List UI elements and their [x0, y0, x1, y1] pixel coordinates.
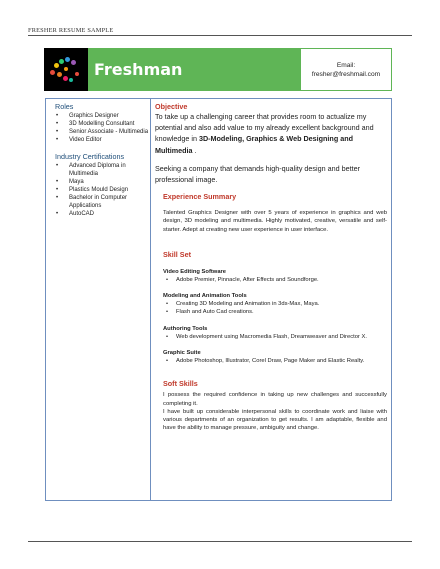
certifications-list	[55, 162, 150, 218]
list-item: • AutoCAD	[55, 210, 150, 218]
objective-heading: Objective	[155, 102, 188, 111]
skills-heading: Skill Set	[163, 249, 191, 259]
list-item: • Adobe Photoshop, Illustrator, Corel Draw, Page Maker and Elastic Realty.	[163, 357, 387, 365]
certifications-heading: Industry Certifications	[55, 152, 125, 161]
resume-content	[45, 98, 392, 501]
objective-text: To take up a challenging career that provides room to actualize my potential and also add value to my already excellent background and knowledge in	[155, 112, 374, 144]
logo-image	[44, 48, 88, 91]
soft-skills-heading: Soft Skills	[163, 379, 198, 389]
skill-group-title: Video Editing Software	[163, 268, 227, 275]
list-item: • Video Editor	[55, 136, 150, 144]
objective-paragraph-2: Seeking a company that demands high-quality design and better professional image.	[155, 163, 360, 185]
list-item: • Bachelor in Computer Applications	[55, 194, 150, 210]
objective-bold-text: 3D-Modeling, Graphics & Web Designing and Multimedia	[155, 134, 353, 155]
objective-paragraph	[155, 111, 387, 156]
soft-skills-paragraph-2: I have built up considerable interpersonal skills to coordinate work and liaise with various departments of an organization to get results. I am adaptable, flexible and have the ability to manage pressure, ambiguity and change.	[163, 408, 387, 432]
roles-list	[55, 112, 150, 144]
candidate-name: Freshman	[94, 60, 183, 79]
contact-box	[300, 48, 392, 91]
skill-list	[163, 300, 387, 317]
sidebar	[46, 99, 151, 500]
list-item: • Maya	[55, 178, 150, 186]
name-banner	[44, 48, 392, 91]
experience-heading: Experience Summary	[163, 192, 237, 202]
objective-text-end: .	[192, 145, 197, 155]
list-item: • Creating 3D Modeling and Animation in 3ds-Max, Maya.	[163, 300, 387, 308]
contact-label: Email:	[336, 61, 356, 69]
list-item: • Adobe Premier, Pinnacle, After Effects and Soundforge.	[163, 276, 387, 284]
list-item: • Advanced Diploma in Multimedia	[55, 162, 150, 178]
skill-group-title: Graphic Suite	[163, 350, 201, 357]
skill-list	[163, 357, 387, 365]
soft-skills-section	[163, 391, 387, 432]
objective-section	[155, 102, 387, 185]
header-rule	[28, 35, 412, 36]
main-column	[155, 102, 387, 432]
footer-rule	[28, 541, 412, 542]
experience-text: Talented Graphics Designer with over 5 years of experience in graphics and web design, 3D modeling and multimedia. Highly motivated, creative, versatile and self-starter. Adept at creating new user experience in user interface.	[163, 210, 387, 233]
skill-list	[163, 333, 387, 341]
list-item: • Web development using Macromedia Flash, Dreamweaver and Director X.	[163, 333, 387, 341]
skill-group-title: Modeling and Animation Tools	[163, 293, 247, 300]
list-item: • Graphics Designer	[55, 112, 150, 120]
soft-skills-paragraph: I possess the required confidence in taking up new challenges and successfully completing it.	[163, 392, 387, 407]
contact-email: fresher@freshmail.com	[311, 70, 381, 78]
details-column	[155, 192, 387, 432]
skill-list	[163, 276, 387, 284]
list-item: • Plastics Mould Design	[55, 186, 150, 194]
list-item: • Flash and Auto Cad creations.	[163, 308, 387, 316]
document-header: FRESHER RESUME SAMPLE	[28, 27, 114, 34]
skill-group-title: Authoring Tools	[163, 325, 208, 332]
roles-heading: Roles	[55, 102, 74, 111]
list-item: • 3D Modelling Consultant	[55, 120, 150, 128]
list-item: • Senior Associate - Multimedia	[55, 128, 150, 136]
